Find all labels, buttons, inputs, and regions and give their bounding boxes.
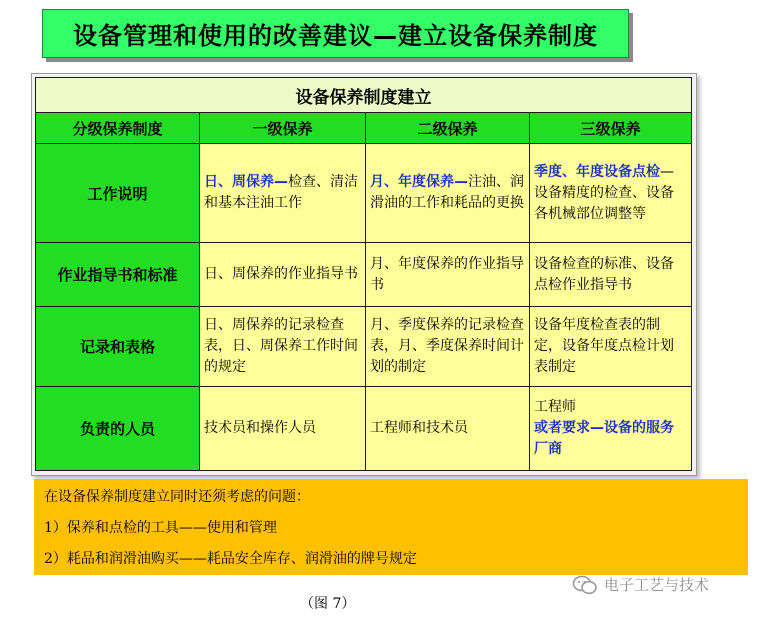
table-row: [36, 144, 692, 243]
cell-text: 检查、清洁和基本注油工作: [204, 174, 358, 211]
watermark-text: 电子工艺与技术: [604, 576, 710, 594]
highlight-text: 季度、年度设备点检: [534, 163, 660, 180]
table-cell: 技术员和操作人员: [200, 387, 366, 471]
table-row: [36, 387, 692, 471]
figure-caption: （图 7）: [300, 596, 356, 612]
row-header: 负责的人员: [36, 387, 200, 471]
row-header: 工作说明: [36, 144, 200, 243]
table-cell: 设备检查的标准、设备点检作业指导书: [530, 243, 692, 307]
table-cell: 设备年度检查表的制定，设备年度点检计划表制定: [530, 307, 692, 387]
table-cell: 月、季度保养的记录检查表，月、季度保养时间计划的制定: [366, 307, 530, 387]
column-header: 三级保养: [530, 113, 692, 144]
cell-text: 工程师: [534, 399, 576, 415]
table-row: [36, 243, 692, 307]
table-header-row: [36, 113, 692, 144]
maintenance-table-frame: [31, 73, 697, 476]
notes-intro: 在设备保养制度建立同时还须考虑的问题：: [44, 489, 310, 505]
highlight-text: 或者要求—设备的服务厂商: [534, 420, 674, 457]
table-cell: 月、年度保养的作业指导书: [366, 243, 530, 307]
column-header: 二级保养: [366, 113, 530, 144]
cell-text: —设备精度的检查、设备各机械部位调整等: [534, 163, 674, 222]
row-header: 记录和表格: [36, 307, 200, 387]
table-cell: [530, 144, 692, 243]
highlight-text: 月、年度保养—: [370, 174, 468, 190]
notes-item: 1）保养和点检的工具——使用和管理: [44, 520, 277, 536]
table-cell: 工程师和技术员: [366, 387, 530, 471]
table-cell: [366, 144, 530, 243]
title-banner: [42, 9, 629, 58]
highlight-text: 日、周保养—: [204, 174, 288, 190]
notes-box: [34, 479, 748, 575]
notes-item: 2）耗品和润滑油购买——耗品安全库存、润滑油的牌号规定: [44, 551, 417, 567]
cell-text: 注油、润滑油的工作和耗品的更换: [370, 174, 524, 211]
wechat-icon: [572, 575, 598, 595]
page-title: 设备管理和使用的改善建议—建立设备保养制度: [73, 22, 598, 50]
table-row: [36, 307, 692, 387]
row-header: 作业指导书和标准: [36, 243, 200, 307]
table-cell: 日、周保养的作业指导书: [200, 243, 366, 307]
watermark: [572, 574, 709, 595]
column-header: 分级保养制度: [36, 113, 200, 144]
table-caption: 设备保养制度建立: [36, 78, 692, 113]
table-cell: [200, 144, 366, 243]
maintenance-table: [35, 77, 692, 471]
table-cell: 日、周保养的记录检查表，日、周保养工作时间的规定: [200, 307, 366, 387]
table-cell: [530, 387, 692, 471]
column-header: 一级保养: [200, 113, 366, 144]
